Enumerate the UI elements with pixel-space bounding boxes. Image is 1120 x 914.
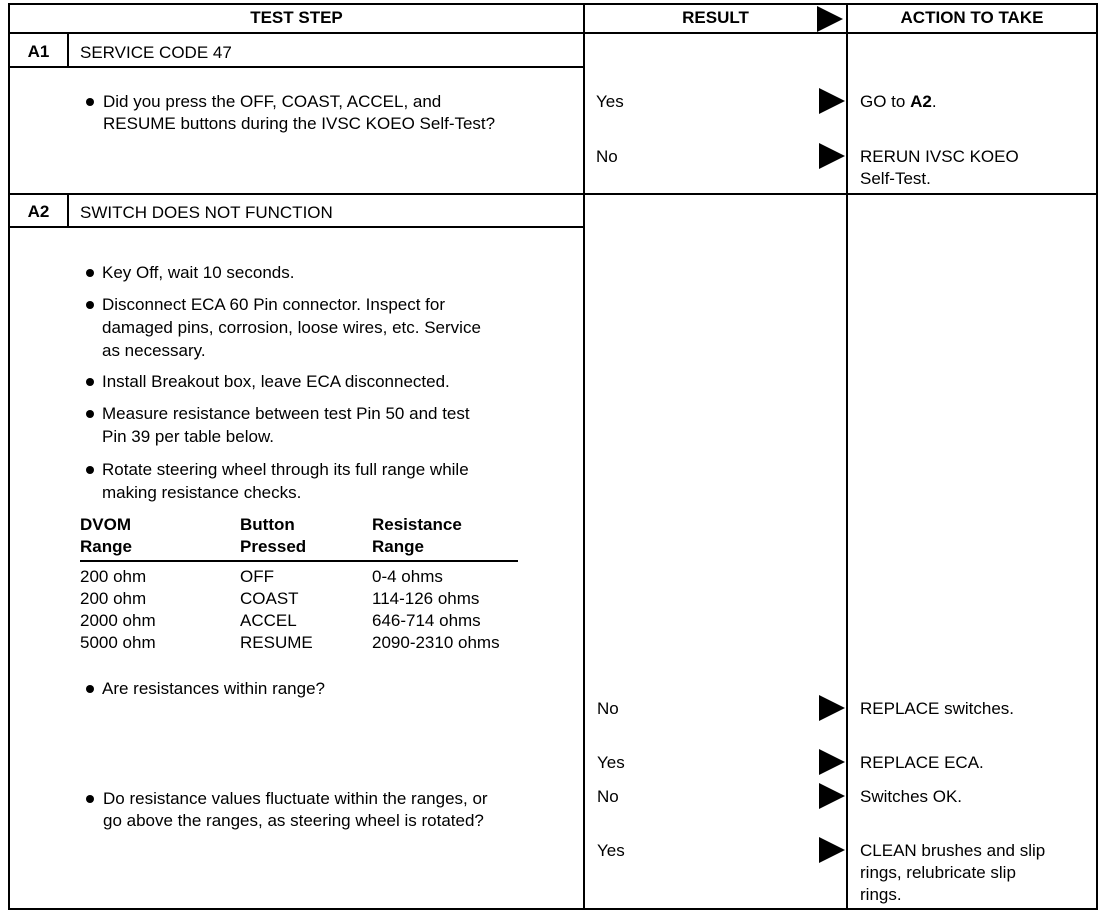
bottom-border bbox=[8, 908, 1098, 910]
arrow-right-icon bbox=[819, 749, 845, 775]
a2-bullet4-line1: Measure resistance between test Pin 50 and test bbox=[102, 404, 470, 423]
bullet-icon bbox=[86, 98, 94, 106]
a2-action-replace-eca: REPLACE ECA. bbox=[860, 753, 984, 772]
header-action: ACTION TO TAKE bbox=[900, 8, 1044, 27]
a2-bullet3-line1: Install Breakout box, leave ECA disconnected. bbox=[102, 372, 450, 391]
table-cell: 200 ohm bbox=[80, 589, 147, 608]
table-cell: 2000 ohm bbox=[80, 611, 156, 630]
arrow-right-icon bbox=[819, 695, 845, 721]
bullet-icon bbox=[86, 410, 94, 418]
table-cell: 114-126 ohms bbox=[372, 589, 480, 608]
a2-question2-line2: go above the ranges, as steering wheel is rotated? bbox=[103, 811, 484, 830]
table-cell: 2090-2310 ohms bbox=[372, 633, 500, 652]
table-cell: 0-4 ohms bbox=[372, 567, 443, 586]
a2-bullet5-line2: making resistance checks. bbox=[102, 483, 302, 502]
a2-result-yes-1: Yes bbox=[597, 753, 625, 772]
table-cell: 5000 ohm bbox=[80, 633, 156, 652]
header-result: RESULT bbox=[682, 8, 749, 27]
left-border bbox=[8, 3, 10, 910]
step-title-a1: SERVICE CODE 47 bbox=[80, 43, 232, 62]
table-cell: OFF bbox=[240, 567, 274, 586]
column-divider-result bbox=[583, 3, 585, 910]
right-border bbox=[1096, 3, 1098, 910]
table-header-button-line2: Pressed bbox=[240, 537, 307, 556]
table-header-underline bbox=[80, 560, 518, 562]
a2-bullet2-line3: as necessary. bbox=[102, 341, 206, 360]
bullet-icon bbox=[86, 301, 94, 309]
table-header-resistance-line2: Range bbox=[372, 537, 424, 556]
a2-title-bottom bbox=[8, 226, 585, 228]
a1-question-line2: RESUME buttons during the IVSC KOEO Self-Test? bbox=[103, 114, 496, 133]
step-title-a2: SWITCH DOES NOT FUNCTION bbox=[80, 203, 333, 222]
arrow-right-icon bbox=[819, 783, 845, 809]
a2-action-clean-line2: rings, relubricate slip bbox=[860, 863, 1016, 882]
a1-result-no: No bbox=[596, 147, 618, 166]
a1-action-rerun-line1: RERUN IVSC KOEO bbox=[860, 147, 1019, 166]
table-header-button-line1: Button bbox=[240, 515, 295, 534]
top-border bbox=[8, 3, 1098, 5]
a1-a2-divider bbox=[8, 193, 1098, 195]
bullet-icon bbox=[86, 466, 94, 474]
a2-question1: Are resistances within range? bbox=[102, 679, 326, 698]
table-cell: ACCEL bbox=[240, 611, 297, 630]
column-divider-action bbox=[846, 3, 848, 910]
a2-result-no-2: No bbox=[597, 787, 619, 806]
bullet-icon bbox=[86, 269, 94, 277]
arrow-right-icon bbox=[819, 837, 845, 863]
table-header-resistance-line1: Resistance bbox=[372, 515, 462, 534]
a2-bullet4-line2: Pin 39 per table below. bbox=[102, 427, 275, 446]
table-header-dvom-line1: DVOM bbox=[80, 515, 131, 534]
a1-action-rerun-line2: Self-Test. bbox=[860, 169, 931, 188]
table-cell: RESUME bbox=[240, 633, 313, 652]
a2-action-replace-switches: REPLACE switches. bbox=[860, 699, 1014, 718]
header-divider bbox=[8, 32, 1098, 34]
arrow-right-icon bbox=[819, 143, 845, 169]
bullet-icon bbox=[86, 685, 94, 693]
table-cell: 200 ohm bbox=[80, 567, 147, 586]
header-arrow-icon bbox=[817, 6, 843, 32]
a1-result-yes: Yes bbox=[596, 92, 624, 111]
bullet-icon bbox=[86, 795, 94, 803]
a1-action-goto: GO to A2. bbox=[860, 92, 937, 111]
a2-bullet2-line2: damaged pins, corrosion, loose wires, etc. Service bbox=[102, 318, 481, 337]
header-test-step: TEST STEP bbox=[250, 8, 343, 27]
a1-id-divider bbox=[67, 32, 69, 68]
a2-bullet1-line1: Key Off, wait 10 seconds. bbox=[102, 263, 295, 282]
a2-action-clean-line1: CLEAN brushes and slip bbox=[860, 841, 1046, 860]
a2-result-no-1: No bbox=[597, 699, 619, 718]
arrow-right-icon bbox=[819, 88, 845, 114]
step-id-a2: A2 bbox=[27, 202, 50, 221]
bullet-icon bbox=[86, 378, 94, 386]
a2-bullet5-line1: Rotate steering wheel through its full range while bbox=[102, 460, 469, 479]
table-header-dvom-line2: Range bbox=[80, 537, 132, 556]
a1-title-bottom bbox=[8, 66, 585, 68]
a2-action-clean-line3: rings. bbox=[860, 885, 902, 904]
a2-id-divider bbox=[67, 193, 69, 228]
a2-question2-line1: Do resistance values fluctuate within the ranges, or bbox=[103, 789, 488, 808]
a1-question-line1: Did you press the OFF, COAST, ACCEL, and bbox=[103, 92, 442, 111]
a2-result-yes-2: Yes bbox=[597, 841, 625, 860]
a2-bullet2-line1: Disconnect ECA 60 Pin connector. Inspect for bbox=[102, 295, 446, 314]
table-cell: 646-714 ohms bbox=[372, 611, 481, 630]
table-cell: COAST bbox=[240, 589, 299, 608]
step-id-a1: A1 bbox=[27, 42, 50, 61]
a2-action-switches-ok: Switches OK. bbox=[860, 787, 963, 806]
